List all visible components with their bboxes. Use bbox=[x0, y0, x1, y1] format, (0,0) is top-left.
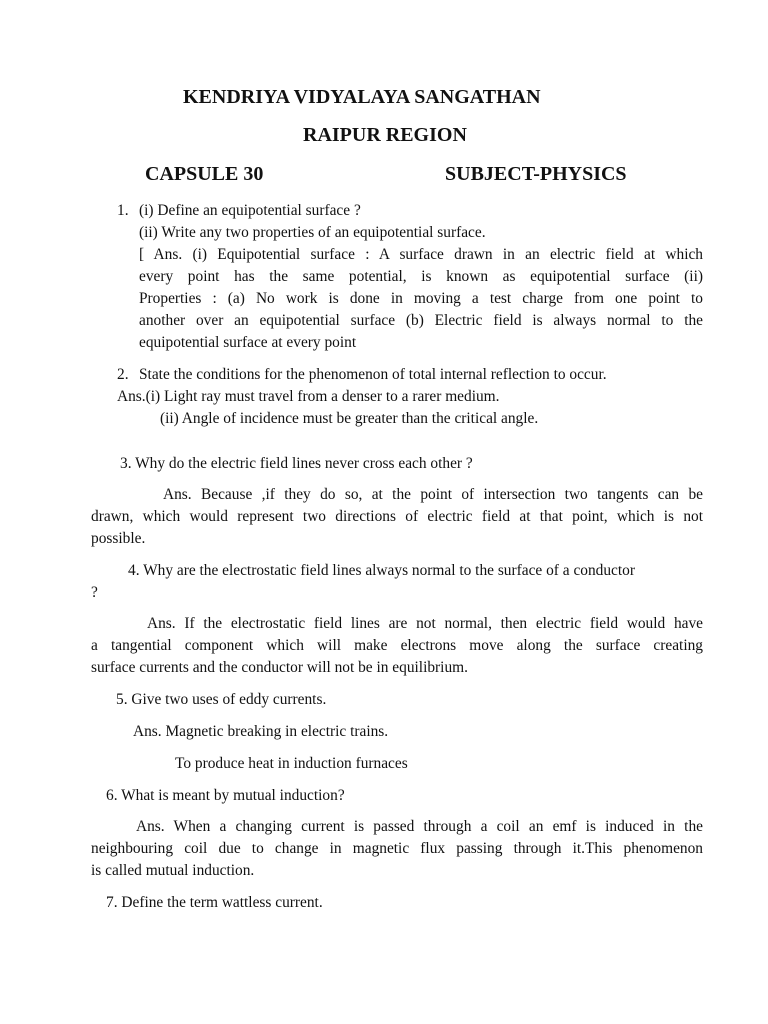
q5-answer-2: To produce heat in induction furnaces bbox=[175, 755, 408, 772]
q2-text: State the conditions for the phenomenon of total internal reflection to occur. bbox=[139, 366, 607, 383]
q7-text: 7. Define the term wattless current. bbox=[106, 894, 323, 911]
q1-line2: (ii) Write any two properties of an equipotential surface. bbox=[139, 224, 486, 241]
q3-answer-line: possible. bbox=[91, 530, 146, 547]
q5-answer-1: Ans. Magnetic breaking in electric trains. bbox=[133, 723, 389, 740]
q6-answer-line: Ans. When a changing current is passed through a coil an emf is induced in the bbox=[136, 818, 703, 835]
q1-number: 1. bbox=[117, 202, 129, 219]
capsule-label: CAPSULE 30 bbox=[145, 163, 264, 185]
q6-answer-line: neighbouring coil due to change in magnetic flux passing through it.This phenomenon bbox=[91, 840, 703, 857]
q3-answer bbox=[91, 484, 703, 550]
q6-answer-line: is called mutual induction. bbox=[91, 862, 255, 879]
subject-label: SUBJECT-PHYSICS bbox=[445, 163, 627, 185]
q3-answer-line: Ans. Because ,if they do so, at the point of intersection two tangents can be bbox=[163, 486, 703, 503]
q1-answer-line: equipotential surface at every point bbox=[139, 334, 357, 351]
q3-answer-line: drawn, which would represent two directions of electric field at that point, which is not bbox=[91, 508, 703, 525]
org-title: KENDRIYA VIDYALAYA SANGATHAN bbox=[183, 86, 541, 108]
q1-line1: (i) Define an equipotential surface ? bbox=[139, 202, 361, 219]
q1-answer bbox=[139, 244, 703, 354]
q2-answer-2: (ii) Angle of incidence must be greater than the critical angle. bbox=[160, 410, 539, 427]
q1-answer-line: Properties : (a) No work is done in moving a test charge from one point to bbox=[139, 290, 703, 307]
q6-text: 6. What is meant by mutual induction? bbox=[106, 787, 345, 804]
q3-text: 3. Why do the electric field lines never cross each other ? bbox=[120, 455, 473, 472]
q1-answer-line: [ Ans. (i) Equipotential surface : A surface drawn in an electric field at which bbox=[139, 246, 703, 263]
q4-answer-line: surface currents and the conductor will not be in equilibrium. bbox=[91, 659, 468, 676]
q4-answer-line: Ans. If the electrostatic field lines are not normal, then electric field would have bbox=[147, 615, 703, 632]
region-title: RAIPUR REGION bbox=[303, 124, 467, 146]
q4-text-cont: ? bbox=[91, 584, 98, 601]
q4-answer bbox=[91, 613, 703, 679]
q4-text: 4. Why are the electrostatic field lines always normal to the surface of a conductor bbox=[128, 562, 635, 579]
q4-answer-line: a tangential component which will make electrons move along the surface creating bbox=[91, 637, 703, 654]
q2-answer-1: Ans.(i) Light ray must travel from a denser to a rarer medium. bbox=[117, 388, 500, 405]
q6-answer bbox=[91, 816, 703, 882]
q1-answer-line: every point has the same potential, is known as equipotential surface (ii) bbox=[139, 268, 703, 285]
q2-number: 2. bbox=[117, 366, 129, 383]
q5-text: 5. Give two uses of eddy currents. bbox=[116, 691, 327, 708]
q1-answer-line: another over an equipotential surface (b) Electric field is always normal to the bbox=[139, 312, 703, 329]
